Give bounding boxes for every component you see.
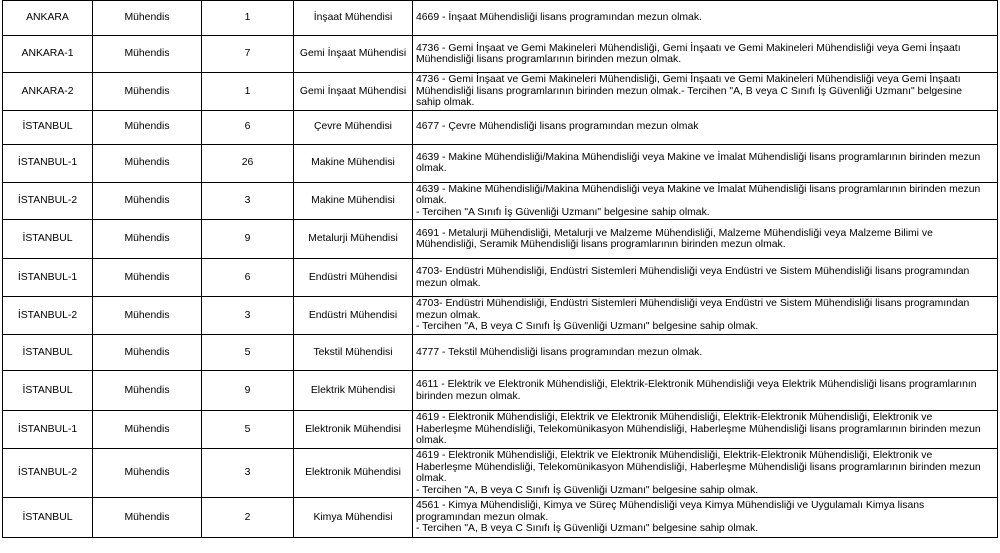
title-cell: Mühendis (93, 220, 202, 259)
department-cell: Makine Mühendisi (294, 144, 413, 182)
city-cell: İSTANBUL (3, 110, 93, 144)
requirement-cell: 4691 - Metalurji Mühendisliği, Metalurji ve Malzeme Mühendisliği, Malzeme Mühendisliği veya Malzeme Bilimi ve Mühendisliği, Seramik Mühendisliği lisans programlarının birinden mezun olmak. (413, 220, 998, 259)
count-cell: 3 (202, 449, 294, 498)
city-cell: ANKARA-1 (3, 36, 93, 73)
table-row (3, 144, 998, 182)
title-cell: Mühendis (93, 335, 202, 371)
city-cell: İSTANBUL-1 (3, 259, 93, 297)
title-cell: Mühendis (93, 297, 202, 335)
department-cell: İnşaat Mühendisi (294, 1, 413, 36)
city-cell: İSTANBUL (3, 335, 93, 371)
count-cell: 5 (202, 411, 294, 449)
city-cell: İSTANBUL-1 (3, 411, 93, 449)
table-row (3, 371, 998, 411)
city-cell: İSTANBUL (3, 498, 93, 538)
table-row (3, 220, 998, 259)
department-cell: Gemi İnşaat Mühendisi (294, 73, 413, 111)
department-cell: Metalurji Mühendisi (294, 220, 413, 259)
requirement-cell: 4619 - Elektronik Mühendisliği, Elektrik ve Elektronik Mühendisliği, Elektrik-Elektronik Mühendisliği, Elektronik ve Haberleşme Mühendisliği, Telekomünikasyon Mühendisliği, Haberleşme Mühendisliği lisans programlarının birinden mezun olmak. (413, 411, 998, 449)
title-cell: Mühendis (93, 411, 202, 449)
table-row (3, 259, 998, 297)
table-row (3, 297, 998, 335)
title-cell: Mühendis (93, 498, 202, 538)
city-cell: ANKARA-2 (3, 73, 93, 111)
table-row (3, 182, 998, 220)
title-cell: Mühendis (93, 36, 202, 73)
count-cell: 9 (202, 371, 294, 411)
table-row (3, 498, 998, 538)
count-cell: 7 (202, 36, 294, 73)
count-cell: 1 (202, 1, 294, 36)
city-cell: İSTANBUL (3, 220, 93, 259)
department-cell: Gemi İnşaat Mühendisi (294, 36, 413, 73)
city-cell: ANKARA (3, 1, 93, 36)
count-cell: 5 (202, 335, 294, 371)
table-row (3, 1, 998, 36)
city-cell: İSTANBUL-2 (3, 449, 93, 498)
requirement-cell: 4611 - Elektrik ve Elektronik Mühendisliği, Elektrik-Elektronik Mühendisliği veya Elektrik Mühendisliği lisans programlarının birinden mezun olmak. (413, 371, 998, 411)
title-cell: Mühendis (93, 371, 202, 411)
department-cell: Elektrik Mühendisi (294, 371, 413, 411)
positions-table (2, 0, 998, 538)
count-cell: 9 (202, 220, 294, 259)
count-cell: 6 (202, 259, 294, 297)
table-row (3, 36, 998, 73)
requirement-cell: 4736 - Gemi İnşaat ve Gemi Makineleri Mühendisliği, Gemi İnşaatı ve Gemi Makineleri Mühendisliği veya Gemi İnşaatı Mühendisliği lisans programlarının birinden mezun olmak.- Tercihen "A, B veya C Sınıfı İş Güvenliği Uzmanı" belgesine sahip olmak. (413, 73, 998, 111)
count-cell: 2 (202, 498, 294, 538)
requirement-cell: 4639 - Makine Mühendisliği/Makina Mühendisliği veya Makine ve İmalat Mühendisliği lisans programlarının birinden mezun olmak. - Tercihen "A Sınıfı İş Güvenliği Uzmanı" belgesine sahip olmak. (413, 182, 998, 220)
department-cell: Endüstri Mühendisi (294, 297, 413, 335)
city-cell: İSTANBUL-2 (3, 297, 93, 335)
table-row (3, 73, 998, 111)
requirement-cell: 4703- Endüstri Mühendisliği, Endüstri Sistemleri Mühendisliği veya Endüstri ve Sistem Mühendisliği lisans programından mezun olmak. - Tercihen "A, B veya C Sınıfı İş Güvenliği Uzmanı" belgesine sahip olmak. (413, 297, 998, 335)
city-cell: İSTANBUL (3, 371, 93, 411)
count-cell: 1 (202, 73, 294, 111)
title-cell: Mühendis (93, 1, 202, 36)
title-cell: Mühendis (93, 73, 202, 111)
department-cell: Elektronik Mühendisi (294, 449, 413, 498)
title-cell: Mühendis (93, 182, 202, 220)
requirement-cell: 4703- Endüstri Mühendisliği, Endüstri Sistemleri Mühendisliği veya Endüstri ve Sistem Mühendisliği lisans programından mezun olmak. (413, 259, 998, 297)
title-cell: Mühendis (93, 144, 202, 182)
requirement-cell: 4677 - Çevre Mühendisliği lisans programından mezun olmak (413, 110, 998, 144)
count-cell: 3 (202, 297, 294, 335)
requirement-cell: 4669 - İnşaat Mühendisliği lisans programından mezun olmak. (413, 1, 998, 36)
table-row (3, 449, 998, 498)
count-cell: 6 (202, 110, 294, 144)
title-cell: Mühendis (93, 449, 202, 498)
department-cell: Makine Mühendisi (294, 182, 413, 220)
requirement-cell: 4777 - Tekstil Mühendisliği lisans programından mezun olmak. (413, 335, 998, 371)
requirement-cell: 4736 - Gemi İnşaat ve Gemi Makineleri Mühendisliği, Gemi İnşaatı ve Gemi Makineleri Mühendisliği veya Gemi İnşaatı Mühendisliği lisans programlarının birinden mezun olmak. (413, 36, 998, 73)
count-cell: 3 (202, 182, 294, 220)
department-cell: Çevre Mühendisi (294, 110, 413, 144)
city-cell: İSTANBUL-1 (3, 144, 93, 182)
department-cell: Elektronik Mühendisi (294, 411, 413, 449)
requirement-cell: 4619 - Elektronik Mühendisliği, Elektrik ve Elektronik Mühendisliği, Elektrik-Elektronik Mühendisliği, Elektronik ve Haberleşme Mühendisliği, Telekomünikasyon Mühendisliği, Haberleşme Mühendisliği lisans programlarının birinden mezun olmak. - Tercihen "A, B veya C Sınıfı İş Güvenliği Uzmanı" belgesine sahip olmak. (413, 449, 998, 498)
department-cell: Tekstil Mühendisi (294, 335, 413, 371)
table-row (3, 335, 998, 371)
city-cell: İSTANBUL-2 (3, 182, 93, 220)
department-cell: Endüstri Mühendisi (294, 259, 413, 297)
table-row (3, 110, 998, 144)
requirement-cell: 4561 - Kimya Mühendisliği, Kimya ve Süreç Mühendisliği veya Kimya Mühendisliği ve Uygulamalı Kimya lisans programından mezun olmak. - Tercihen "A, B veya C Sınıfı İş Güvenliği Uzmanı" belgesine sahip olmak. (413, 498, 998, 538)
department-cell: Kimya Mühendisi (294, 498, 413, 538)
requirement-cell: 4639 - Makine Mühendisliği/Makina Mühendisliği veya Makine ve İmalat Mühendisliği lisans programlarının birinden mezun olmak. (413, 144, 998, 182)
title-cell: Mühendis (93, 110, 202, 144)
table-row (3, 411, 998, 449)
count-cell: 26 (202, 144, 294, 182)
title-cell: Mühendis (93, 259, 202, 297)
